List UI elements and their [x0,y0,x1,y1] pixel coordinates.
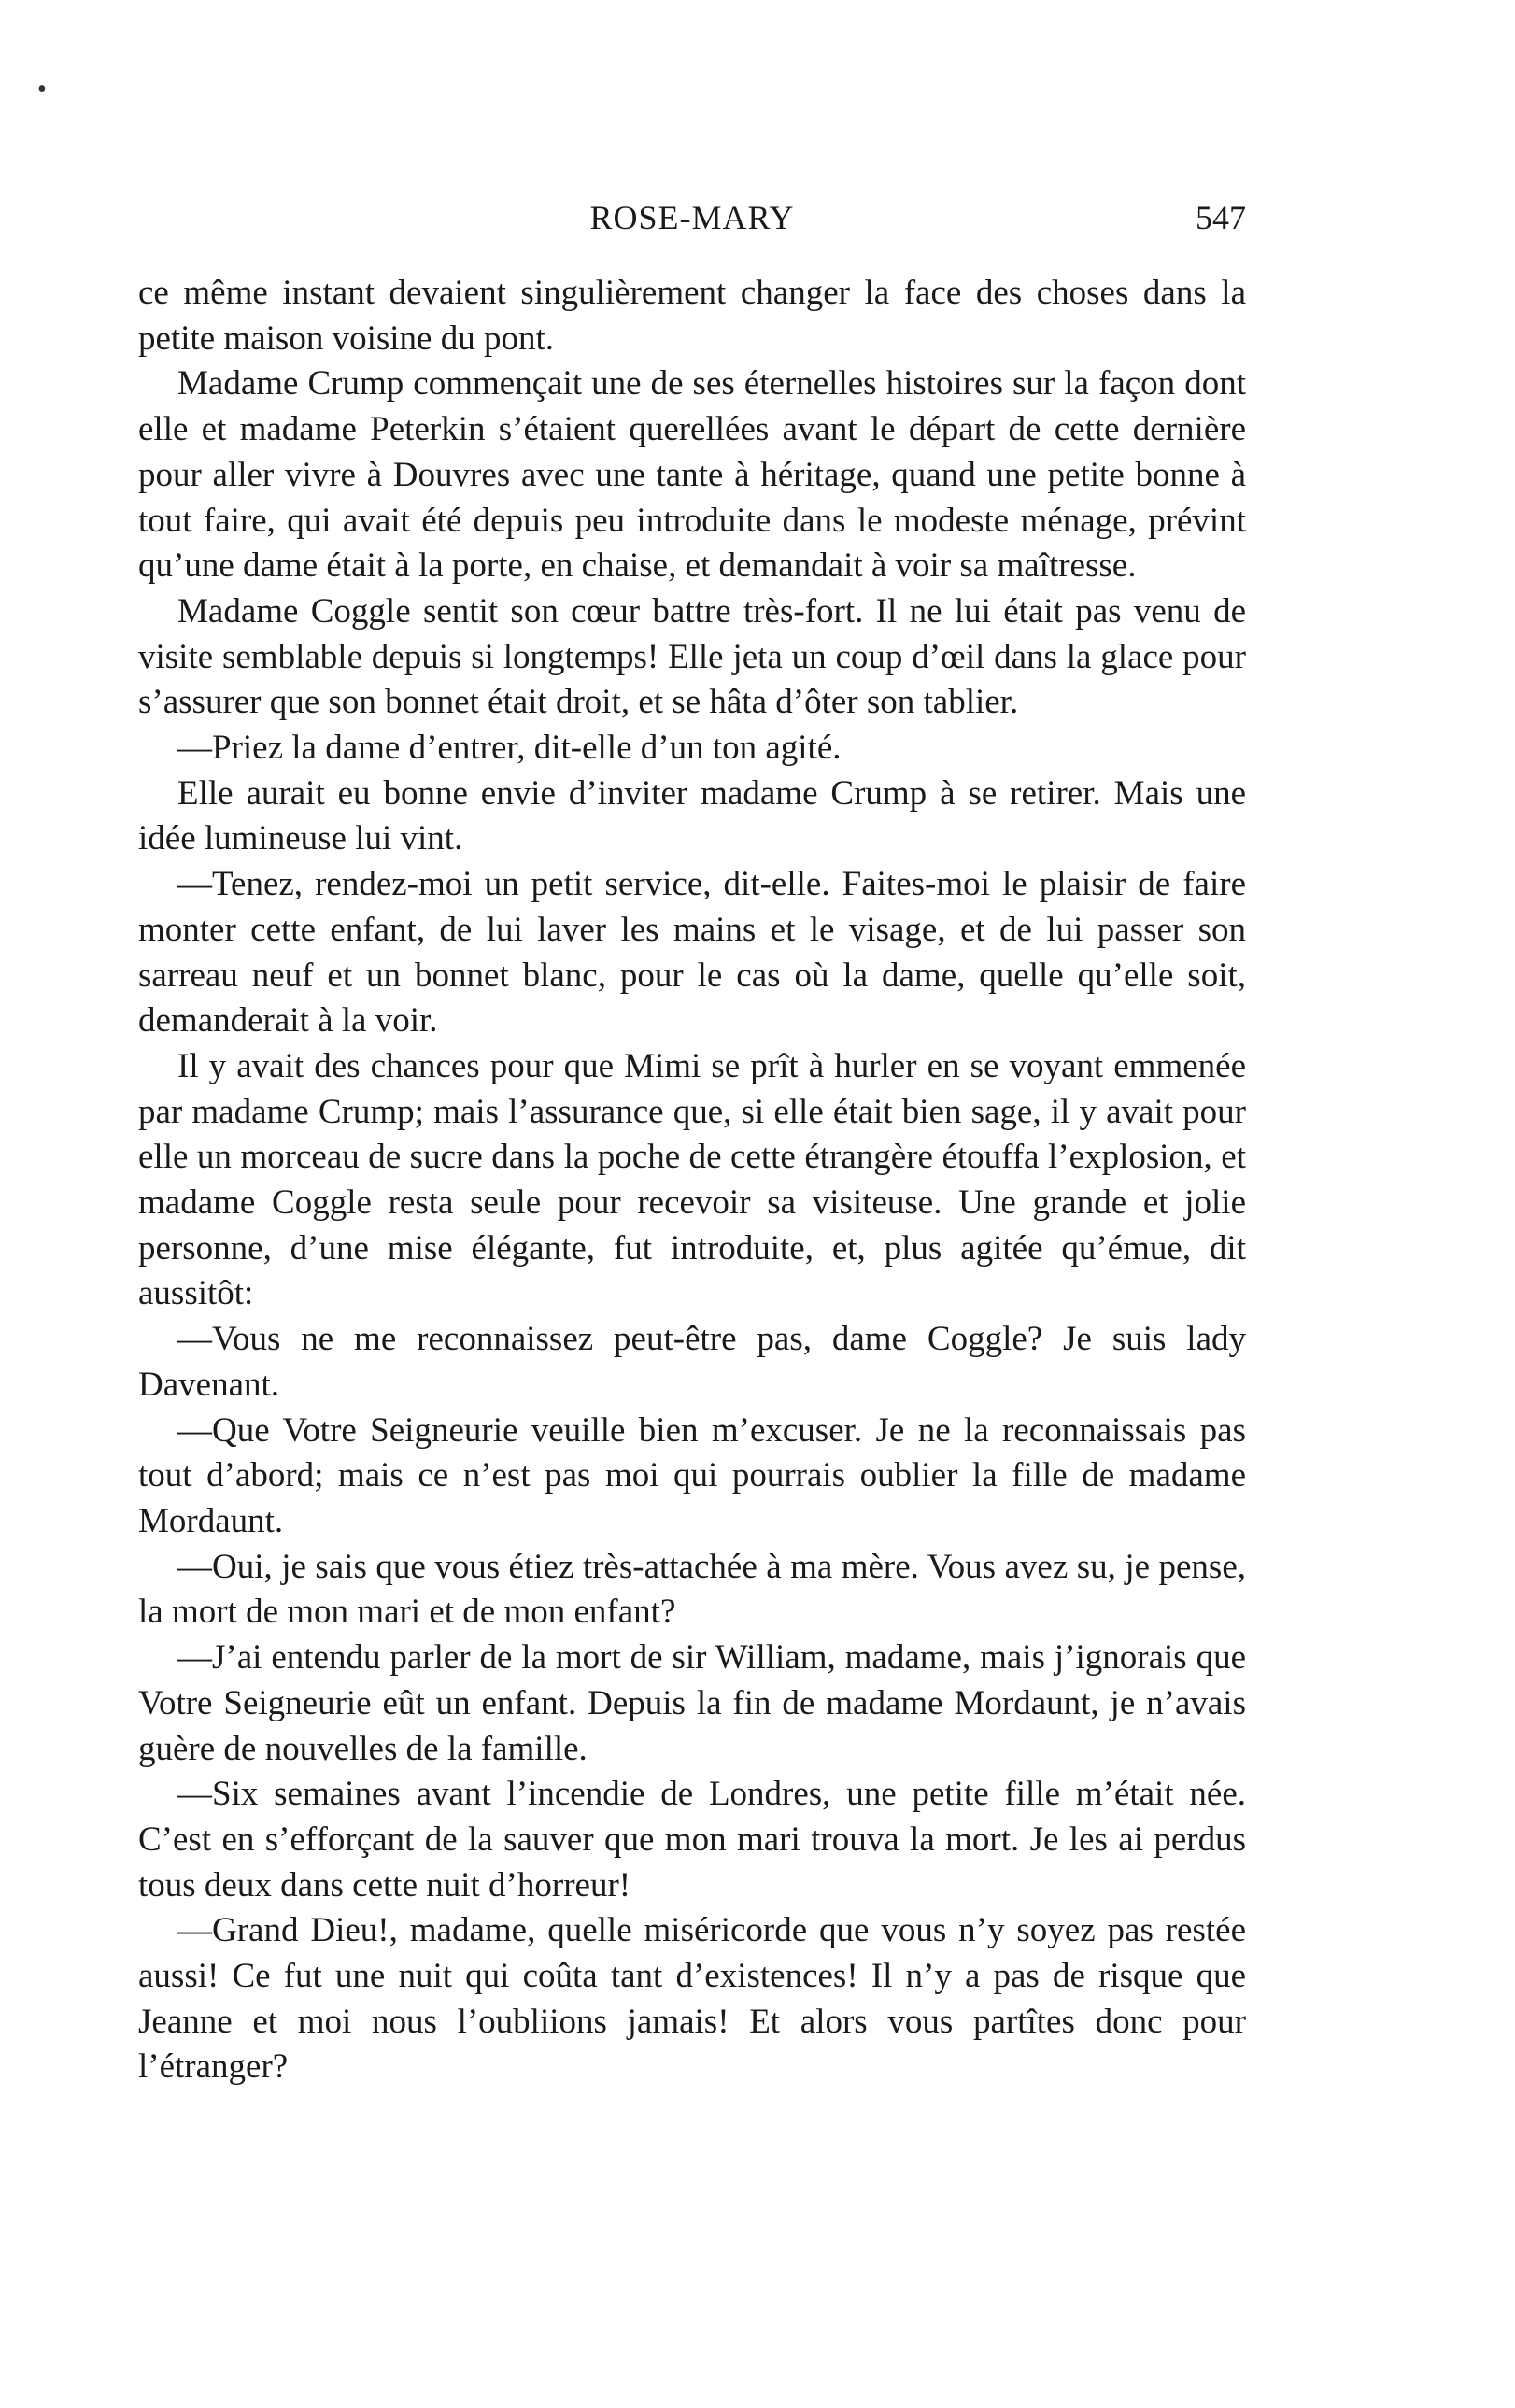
paragraph: Madame Coggle sentit son cœur battre très-fort. Il ne lui était pas venu de visite semblable depuis si longtemps! Elle jeta un coup d’œil dans la glace pour s’assurer que son bonnet était droit, et se hâta d’ôter son tablier. [138,591,1246,722]
paragraph: Il y avait des chances pour que Mimi se prît à hurler en se voyant emmenée par madame Crump; mais l’assurance que, si elle était bien sage, il y avait pour elle un morceau de sucre dans la poche de cette étrangère étouffa l’explosion, et madame Coggle resta seule pour recevoir sa visiteuse. Une grande et jolie personne, d’une mise élégante, fut introduite, et, plus agitée qu’émue, dit aussitôt: [138,1046,1246,1313]
page-number: 547 [1196,199,1246,236]
dialogue-paragraph: —Grand Dieu!, madame, quelle miséricorde que vous n’y soyez pas restée aussi! Ce fut une nuit qui coûta tant d’existences! Il n’y a pas de risque que Jeanne et moi nous l’oubliions jamais! Et alors vous partîtes donc pour l’étranger? [138,1911,1246,2087]
paragraph-continued: ce même instant devaient singulièrement changer la face des choses dans la petite maison voisine du pont. [138,274,1246,358]
dialogue-paragraph: —Tenez, rendez-moi un petit service, dit-elle. Faites-moi le plaisir de faire monter cette enfant, de lui laver les mains et le visage, et de lui passer son sarreau neuf et un bonnet blanc, pour le cas où la dame, quelle qu’elle soit, demanderait à la voir. [138,865,1246,1041]
running-title: ROSE-MARY [589,199,795,236]
dialogue-paragraph: —Que Votre Seigneurie veuille bien m’excuser. Je ne la reconnaissais pas tout d’abord; mais ce n’est pas moi qui pourrais oublier la fille de madame Mordaunt. [138,1410,1246,1540]
dialogue-paragraph: —Oui, je sais que vous étiez très-attachée à ma mère. Vous avez su, je pense, la mort de mon mari et de mon enfant? [138,1547,1246,1632]
dialogue-paragraph: —J’ai entendu parler de la mort de sir William, madame, mais j’ignorais que Votre Seigneurie eût un enfant. Depuis la fin de madame Mordaunt, je n’avais guère de nouvelles de la famille. [138,1638,1246,1768]
dialogue-paragraph: —Priez la dame d’entrer, dit-elle d’un ton agité. [177,729,842,768]
paragraph: Elle aurait eu bonne envie d’inviter madame Crump à se retirer. Mais une idée lumineuse lui vint. [138,773,1246,858]
dialogue-paragraph: —Vous ne me reconnaissez peut-être pas, dame Coggle? Je suis lady Davenant. [138,1320,1246,1404]
running-head [138,198,1246,254]
body-text [138,271,1246,2090]
dialogue-paragraph: —Six semaines avant l’incendie de Londres, une petite fille m’était née. C’est en s’efforçant de la sauver que mon mari trouva la mort. Je les ai perdus tous deux dans cette nuit d’horreur! [138,1775,1246,1905]
paragraph: Madame Crump commençait une de ses éternelles histoires sur la façon dont elle et madame Peterkin s’étaient querellées avant le départ de cette dernière pour aller vivre à Douvres avec une tante à héritage, quand une petite bonne à tout faire, qui avait été depuis peu introduite dans le modeste ménage, prévint qu’une dame était à la porte, en chaise, et demandait à voir sa maîtresse. [138,364,1246,586]
ink-speck: • [37,75,47,104]
